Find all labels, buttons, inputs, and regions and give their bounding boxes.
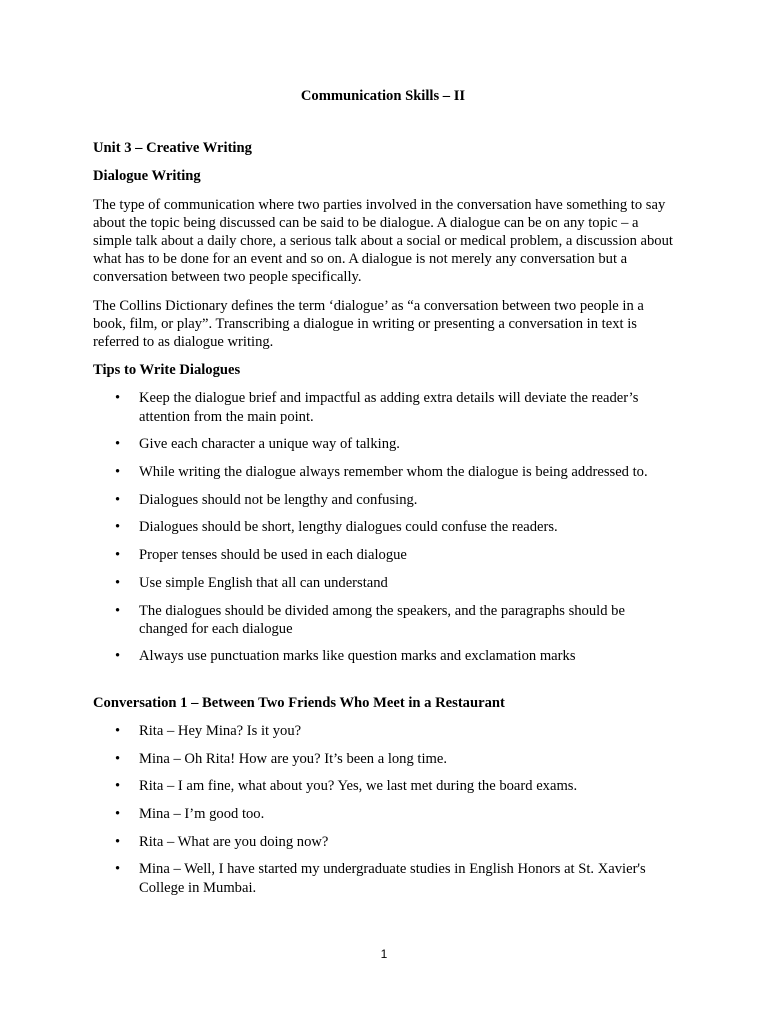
bullet-icon: •: [115, 833, 121, 850]
list-item-text: Proper tenses should be used in each dialogue: [139, 547, 407, 564]
list-item: [93, 602, 673, 638]
list-item: [93, 574, 673, 592]
list-item-text: The dialogues should be divided among the speakers, and the paragraphs should be changed for each dialogue: [139, 602, 625, 637]
list-item-text: Rita – What are you doing now?: [139, 833, 329, 850]
bullet-icon: •: [115, 491, 121, 508]
bullet-icon: •: [115, 519, 121, 536]
conversation-list: [93, 722, 673, 897]
section-heading: Dialogue Writing: [93, 168, 201, 185]
bullet-icon: •: [115, 574, 121, 591]
bullet-icon: •: [115, 722, 121, 739]
list-item: [93, 750, 673, 768]
page-content: [93, 87, 673, 906]
list-item-text: Dialogues should not be lengthy and confusing.: [139, 491, 418, 508]
paragraph-definition: The type of communication where two parties involved in the conversation have something to say about the topic being discussed can be said to be dialogue. A dialogue can be on any topic – a simple talk about a daily chore, a serious talk about a social or medical problem, a discussion about what has to be done for an event and so on. A dialogue is not merely any conversation but a conversation between two people specifically.: [93, 196, 673, 286]
page-number: 1: [380, 947, 388, 961]
list-item-text: Mina – Well, I have started my undergraduate studies in English Honors at St. Xavier's College in Mumbai.: [139, 861, 646, 896]
list-item-text: Rita – Hey Mina? Is it you?: [139, 722, 302, 739]
list-item-text: Mina – Oh Rita! How are you? It’s been a long time.: [139, 750, 448, 767]
list-item: [93, 546, 673, 564]
list-item-text: Always use punctuation marks like question marks and exclamation marks: [139, 648, 576, 665]
list-item: [93, 518, 673, 536]
list-item-text: Use simple English that all can understand: [139, 574, 388, 591]
tips-heading: Tips to Write Dialogues: [93, 362, 241, 379]
list-item: [93, 491, 673, 509]
list-item: [93, 860, 673, 896]
list-item-text: Mina – I’m good too.: [139, 805, 265, 822]
list-item: [93, 777, 673, 795]
list-item: [93, 647, 673, 665]
list-item-text: Rita – I am fine, what about you? Yes, we last met during the board exams.: [139, 778, 578, 795]
conversation-heading: Conversation 1 – Between Two Friends Who Meet in a Restaurant: [93, 694, 505, 711]
list-item-text: Give each character a unique way of talking.: [139, 436, 400, 453]
bullet-icon: •: [115, 861, 121, 878]
document-title: Communication Skills – II: [300, 88, 466, 104]
tips-list: [93, 389, 673, 665]
bullet-icon: •: [115, 464, 121, 481]
bullet-icon: •: [115, 778, 121, 795]
list-item: [93, 463, 673, 481]
list-item-text: Dialogues should be short, lengthy dialogues could confuse the readers.: [139, 519, 558, 536]
paragraph-collins: The Collins Dictionary defines the term ‘dialogue’ as “a conversation between two people in a book, film, or play”. Transcribing a dialogue in writing or presenting a conversation in text is referred to as dialogue writing.: [93, 297, 644, 351]
bullet-icon: •: [115, 547, 121, 564]
unit-heading: Unit 3 – Creative Writing: [93, 140, 252, 157]
list-item: [93, 805, 673, 823]
list-item: [93, 435, 673, 453]
list-item: [93, 389, 673, 425]
bullet-icon: •: [115, 602, 121, 619]
bullet-icon: •: [115, 750, 121, 767]
list-item: [93, 722, 673, 740]
bullet-icon: •: [115, 805, 121, 822]
list-item: [93, 833, 673, 851]
bullet-icon: •: [115, 436, 121, 453]
bullet-icon: •: [115, 648, 121, 665]
list-item-text: While writing the dialogue always remember whom the dialogue is being addressed to.: [139, 464, 648, 481]
bullet-icon: •: [115, 390, 121, 407]
list-item-text: Keep the dialogue brief and impactful as adding extra details will deviate the reader’s attention from the main point.: [139, 390, 639, 425]
